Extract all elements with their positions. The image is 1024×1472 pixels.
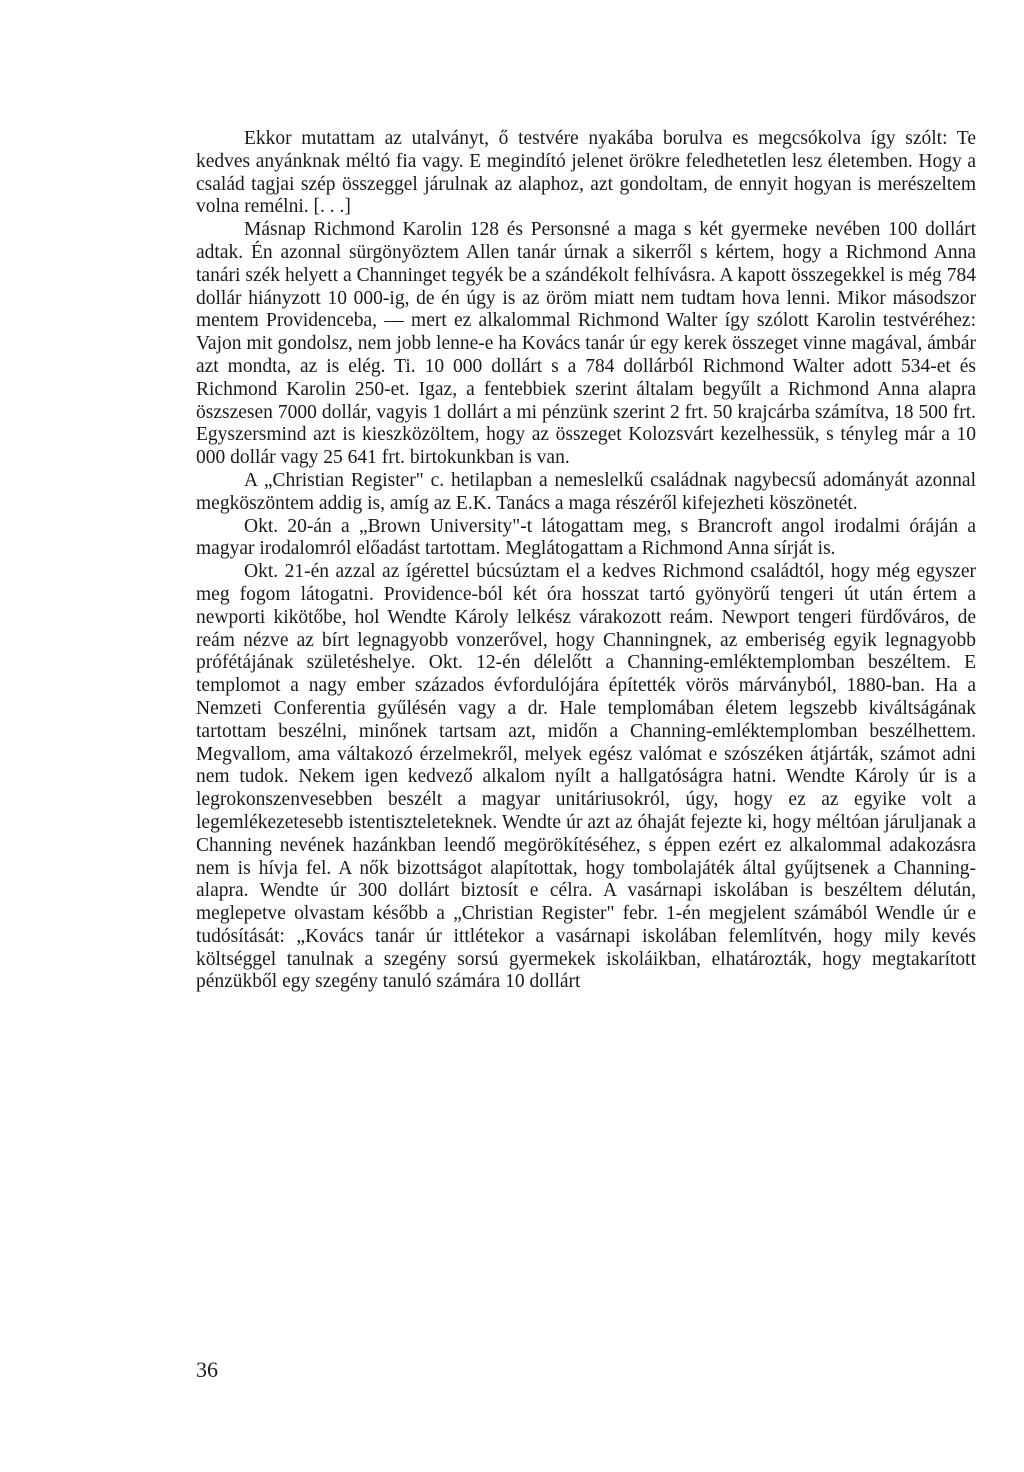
paragraph-4: Okt. 20-án a „Brown University"-t látogattam meg, s Brancroft angol irodalmi óráján a magyar irodalomról előadást tartottam. Meglátogattam a Richmond Anna sírját is. (196, 515, 976, 560)
paragraph-1: Ekkor mutattam az utalványt, ő testvére nyakába borulva es megcsókolva így szólt: Te kedves anyánknak méltó fia vagy. E megindító jelenet örökre feledhetetlen lesz életemben. Hogy a család tagjai szép összeggel járulnak az alaphoz, azt gondoltam, de ennyit hogyan is merészeltem volna remélni. [. . .] (196, 128, 976, 218)
paragraph-2: Másnap Richmond Karolin 128 és Personsné a maga s két gyermeke nevében 100 dollárt adtak. Én azonnal sürgönyöztem Allen tanár úrnak a sikerről s kértem, hogy a Richmond Anna tanári szék helyett a Channinget tegyék be a szándékolt felhívásra. A kapott összegekkel is még 784 dollár hiányzott 10 000-ig, de én úgy is az öröm miatt nem tudtam hova lenni. Mikor másodszor mentem Providenceba, — mert ez alkalommal Richmond Walter így szólott Karolin testvéréhez: Vajon mit gondolsz, nem jobb lenne-e ha Kovács tanár úr egy kerek összeget vinne magával, ámbár azt mondta, az is elég. Ti. 10 000 dollárt s a 784 dollárból Richmond Walter adott 534-et és Richmond Karolin 250-et. Igaz, a fentebbiek szerint általam begyűlt a Richmond Anna alapra öszszesen 7000 dollár, vagyis 1 dollárt a mi pénzünk szerint 2 frt. 50 krajcárba számítva, 18 500 frt. Egyszersmind azt is kieszközöltem, hogy az összeget Kolozsvárt kezelhessük, s tényleg már a 10 000 dollár vagy 25 641 frt. birtokunkban is van. (196, 219, 976, 469)
paragraph-5: Okt. 21-én azzal az ígérettel búcsúztam el a kedves Richmond családtól, hogy még egyszer meg fogom látogatni. Providence-ból két óra hosszat tartó gyönyörű tengeri út után értem a newporti kikötőbe, hol Wendte Károly lelkész várakozott reám. Newport tengeri fürdőváros, de reám nézve az bírt legnagyobb vonzerővel, hogy Channingnek, az emberiség egyik legnagyobb prófétájának születéshelye. Okt. 12-én délelőtt a Channing-emléktemplomban beszéltem. E templomot a nagy ember százados évfordulójára építették vörös márványból, 1880-ban. Ha a Nemzeti Conferentia gyűlésén vagy a dr. Hale templomában életem legszebb kiváltságának tartottam beszélni, minőnek tartsam azt, midőn a Channing-emléktemplomban beszélhettem. Megvallom, ama váltakozó érzelmekről, melyek egész valómat e szószéken átjárták, számot adni nem tudok. Nekem igen kedvező alkalom nyílt a hallgatóságra hatni. Wendte Károly úr is a legrokonszenvesebben beszélt a magyar unitáriusokról, úgy, hogy ez az egyike volt a legemlékezetesebb istentiszteleteknek. Wendte úr azt az óhaját fejezte ki, hogy méltóan járuljanak a Channing nevének hazánkban leendő megörökítéséhez, s éppen ezért ez alkalommal adakozásra nem is hívja fel. A nők bizottságot alapítottak, hogy tombolajáték által gyűjtsenek a Channing-alapra. Wendte úr 300 dollárt biztosít e célra. A vasárnapi iskolában is beszéltem délután, meglepetve olvastam később a „Christian Register" febr. 1-én megjelent számából Wendle úr e tudósítását: „Kovács tanár úr ittlétekor a vasárnapi iskolában felemlítvén, hogy mily kevés költséggel tanulnak a szegény sorsú gyermekek iskoláikban, elhatározták, hogy megtakarított pénzükből egy szegény tanuló számára 10 dollárt (196, 561, 976, 993)
page-number: 36 (196, 1357, 218, 1382)
paragraph-3: A „Christian Register" c. hetilapban a nemeslelkű családnak nagybecsű adományát azonnal megköszöntem addig is, amíg az E.K. Tanács a maga részéről kifejezheti köszönetét. (196, 469, 976, 514)
body-text (196, 128, 976, 994)
